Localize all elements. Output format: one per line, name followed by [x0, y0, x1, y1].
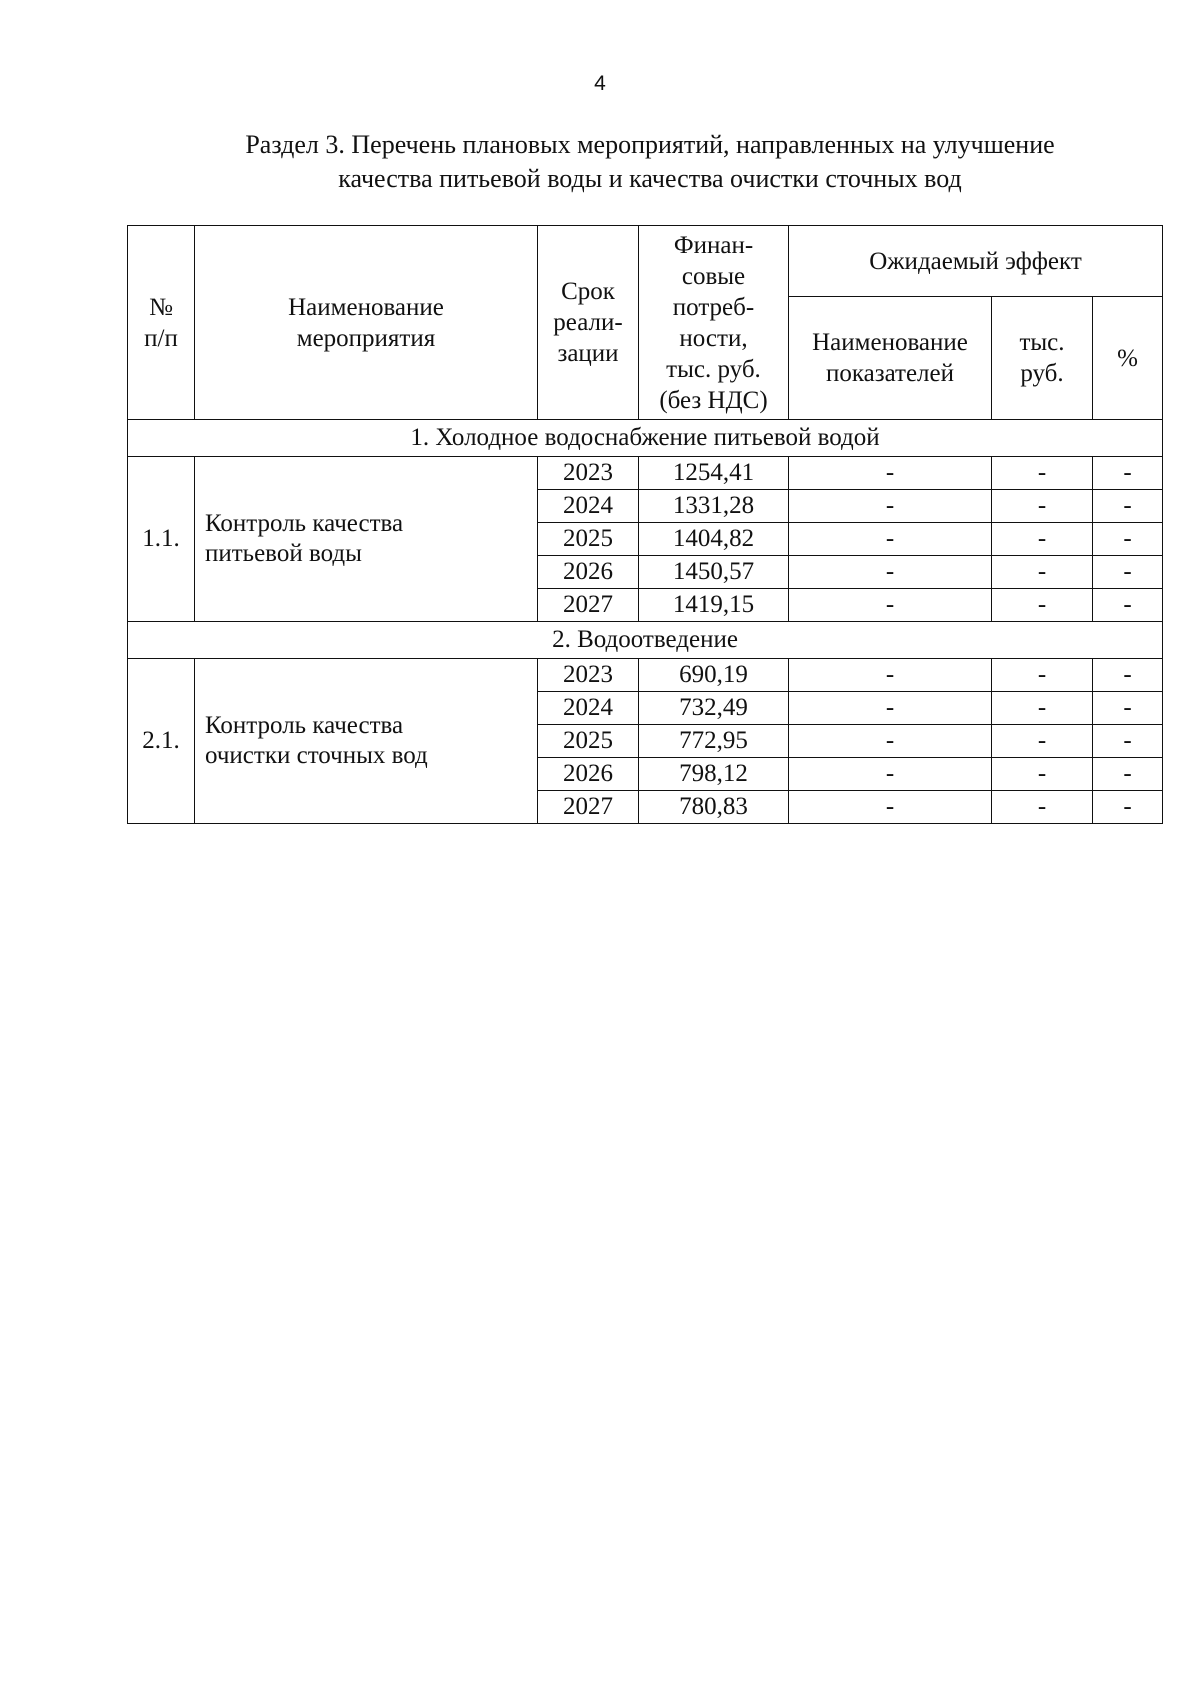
page-number: 4 — [594, 72, 606, 95]
cell-year: 2027 — [538, 589, 639, 622]
section-heading: 2. Водоотведение — [128, 622, 1163, 659]
header-term-line: Срок — [561, 278, 615, 305]
header-finance-line: тыс. руб. — [666, 355, 761, 383]
cell-amount: 772,95 — [639, 725, 789, 758]
cell-indicator: - — [789, 692, 992, 725]
cell-amount: 780,83 — [639, 791, 789, 824]
cell-indicator: - — [789, 659, 992, 692]
cell-rub: - — [992, 758, 1093, 791]
header-thousand-rub — [992, 297, 1093, 420]
header-number — [128, 226, 195, 420]
cell-indicator: - — [789, 523, 992, 556]
cell-rub: - — [992, 556, 1093, 589]
measure-name-line: питьевой воды — [205, 540, 362, 567]
measure-name — [195, 659, 538, 824]
section-heading-row — [128, 420, 1163, 457]
cell-percent: - — [1093, 457, 1163, 490]
cell-rub: - — [992, 692, 1093, 725]
section-heading: 1. Холодное водоснабжение питьевой водой — [128, 420, 1163, 457]
cell-indicator: - — [789, 556, 992, 589]
cell-amount: 1450,57 — [639, 556, 789, 589]
cell-percent: - — [1093, 692, 1163, 725]
measure-name-line: очистки сточных вод — [205, 742, 428, 769]
header-measure-name — [195, 226, 538, 420]
header-row-top — [128, 226, 1163, 297]
cell-percent: - — [1093, 659, 1163, 692]
header-term-line: реали- — [553, 309, 623, 336]
cell-year: 2025 — [538, 523, 639, 556]
header-indicators-line: Наименование — [812, 329, 968, 356]
measure-name-line: Контроль качества — [205, 510, 404, 537]
cell-rub: - — [992, 589, 1093, 622]
header-finance-line: Финан- — [673, 231, 754, 259]
cell-indicator: - — [789, 725, 992, 758]
cell-percent: - — [1093, 556, 1163, 589]
header-finance — [639, 226, 789, 420]
header-number-line: № — [149, 293, 173, 321]
header-finance-line: (без НДС) — [659, 386, 768, 414]
cell-year: 2024 — [538, 692, 639, 725]
header-indicators-line: показателей — [825, 360, 955, 387]
cell-year: 2026 — [538, 758, 639, 791]
section-title — [130, 128, 1170, 196]
header-finance-line: потреб- — [672, 293, 755, 321]
cell-percent: - — [1093, 490, 1163, 523]
cell-percent: - — [1093, 523, 1163, 556]
cell-rub: - — [992, 725, 1093, 758]
measures-table — [127, 225, 1163, 824]
measure-number: 1.1. — [128, 457, 195, 622]
cell-percent: - — [1093, 725, 1163, 758]
cell-indicator: - — [789, 758, 992, 791]
header-thousand-rub-line: тыс. — [1019, 329, 1065, 356]
header-percent: % — [1093, 297, 1163, 420]
section-heading-row — [128, 622, 1163, 659]
cell-amount: 690,19 — [639, 659, 789, 692]
measure-name-line: Контроль качества — [205, 712, 404, 739]
header-thousand-rub-line: руб. — [1020, 360, 1064, 387]
header-term-line: зации — [557, 340, 619, 367]
section-title-line-2: качества питьевой воды и качества очистки сточных вод — [338, 164, 962, 193]
cell-indicator: - — [789, 589, 992, 622]
cell-year: 2027 — [538, 791, 639, 824]
measure-name — [195, 457, 538, 622]
cell-percent: - — [1093, 589, 1163, 622]
cell-amount: 1419,15 — [639, 589, 789, 622]
cell-amount: 1404,82 — [639, 523, 789, 556]
cell-rub: - — [992, 791, 1093, 824]
cell-indicator: - — [789, 457, 992, 490]
section-title-line-1: Раздел 3. Перечень плановых мероприятий, направленных на улучшение — [245, 130, 1055, 159]
table-row — [128, 457, 1163, 490]
header-term — [538, 226, 639, 420]
cell-amount: 1331,28 — [639, 490, 789, 523]
cell-year: 2025 — [538, 725, 639, 758]
cell-rub: - — [992, 523, 1093, 556]
header-measure-name-line: Наименование — [288, 293, 444, 321]
cell-rub: - — [992, 659, 1093, 692]
measure-number: 2.1. — [128, 659, 195, 824]
header-finance-line: совые — [681, 262, 746, 290]
cell-percent: - — [1093, 758, 1163, 791]
cell-rub: - — [992, 490, 1093, 523]
cell-rub: - — [992, 457, 1093, 490]
cell-indicator: - — [789, 791, 992, 824]
cell-amount: 732,49 — [639, 692, 789, 725]
cell-year: 2024 — [538, 490, 639, 523]
header-indicators — [789, 297, 992, 420]
cell-year: 2026 — [538, 556, 639, 589]
header-expected-effect: Ожидаемый эффект — [789, 226, 1163, 297]
cell-amount: 1254,41 — [639, 457, 789, 490]
cell-year: 2023 — [538, 457, 639, 490]
table-row — [128, 659, 1163, 692]
header-finance-line: ности, — [679, 324, 748, 352]
cell-year: 2023 — [538, 659, 639, 692]
header-number-line: п/п — [144, 324, 178, 352]
cell-amount: 798,12 — [639, 758, 789, 791]
header-measure-name-line: мероприятия — [296, 324, 436, 352]
cell-indicator: - — [789, 490, 992, 523]
cell-percent: - — [1093, 791, 1163, 824]
